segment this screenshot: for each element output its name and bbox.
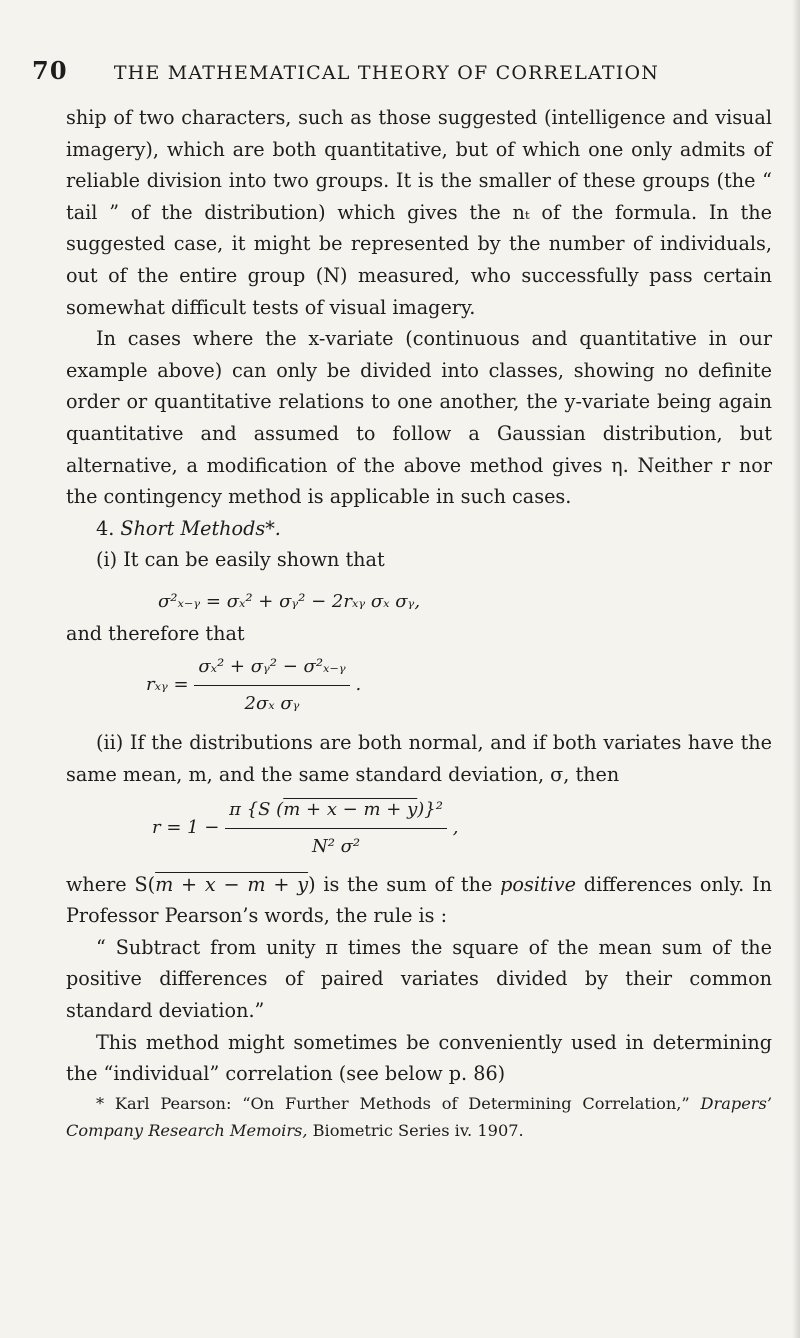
eq3-denominator: N² σ²	[311, 836, 361, 858]
footnote-pre: * Karl Pearson: “On Further Methods of Determining Correlation,”	[96, 1093, 701, 1113]
pearson-quote: “ Subtract from unity π times the square of the mean sum of the positive differences of paired variates divided by their common standard deviation.”	[66, 935, 772, 1023]
where-pre: where S(	[66, 872, 156, 896]
eq3-num-over: m + x − m + y	[283, 799, 418, 821]
eq2-tail: .	[355, 674, 362, 696]
page-body	[66, 102, 772, 1144]
running-header	[32, 56, 760, 85]
equation-variance-difference: σ²ₓ₋ᵧ = σₓ² + σᵧ² − 2rₓᵧ σₓ σᵧ,	[158, 590, 421, 612]
item-ii: (ii) If the distributions are both normal, and if both variates have the same mean, m, and the same standard deviation, σ, then	[66, 731, 772, 786]
page-edge-shadow	[792, 0, 800, 1338]
footnote	[66, 1090, 772, 1144]
eq3-num-post: )}²	[417, 799, 443, 821]
eq3-num-pre: π {S (	[229, 799, 284, 821]
and-therefore-text: and therefore that	[66, 621, 245, 645]
where-paragraph	[66, 869, 772, 932]
eq2-fraction	[194, 651, 349, 719]
eq3-lhs: r = 1 −	[152, 817, 220, 839]
where-emph: positive	[500, 872, 577, 896]
running-title: THE MATHEMATICAL THEORY OF CORRELATION	[113, 62, 660, 84]
page-number: 70	[32, 56, 68, 85]
where-end: differences only. In Professor Pearson’s words, the rule is :	[66, 872, 772, 928]
item-i: (i) It can be easily shown that	[96, 548, 385, 572]
eq2-numerator: σₓ² + σᵧ² − σ²ₓ₋ᵧ	[194, 651, 349, 686]
eq3-tail: ,	[452, 817, 459, 839]
section-heading	[66, 513, 772, 545]
eq3-fraction	[225, 794, 447, 862]
where-over: m + x − m + y	[155, 872, 309, 896]
closing-paragraph: This method might sometimes be conveniently used in determining the “individual” correlation (see below p. 86)	[66, 1030, 772, 1086]
footnote-post: Biometric Series iv. 1907.	[307, 1120, 524, 1140]
where-post: ) is the sum of the	[308, 872, 501, 896]
paragraph-continuation: ship of two characters, such as those suggested (intelligence and visual imagery), which are both quantitative, but of which one only admits of reliable division into two groups. It is the smaller of these groups (the “ tail ” of the distribution) which gives the nₜ of the formula. In the suggested case, it might be represented by the number of individuals, out of the entire group (N) measured, who successfully pass certain somewhat difficult tests of visual imagery.	[66, 106, 772, 319]
equation-r-xy	[146, 651, 772, 719]
eq2-denominator: 2σₓ σᵧ	[244, 692, 300, 714]
footnote-emph: Drapers’ Company Research Memoirs,	[66, 1093, 772, 1140]
eq2-lhs: rₓᵧ =	[146, 674, 189, 696]
section-number: 4.	[96, 516, 115, 540]
section-title: Short Methods*.	[120, 516, 281, 540]
equation-r-short-method	[152, 794, 772, 862]
paragraph-x-variate: In cases where the x-variate (continuous and quantitative in our example above) can only be divided into classes, showing no definite order or quantitative relations to one another, the y-variate being again quantitative and assumed to follow a Gaussian distribution, but alternative, a modification of the above method gives η. Neither r nor the contingency method is applicable in such cases.	[66, 327, 772, 509]
eq3-numerator	[225, 794, 447, 829]
